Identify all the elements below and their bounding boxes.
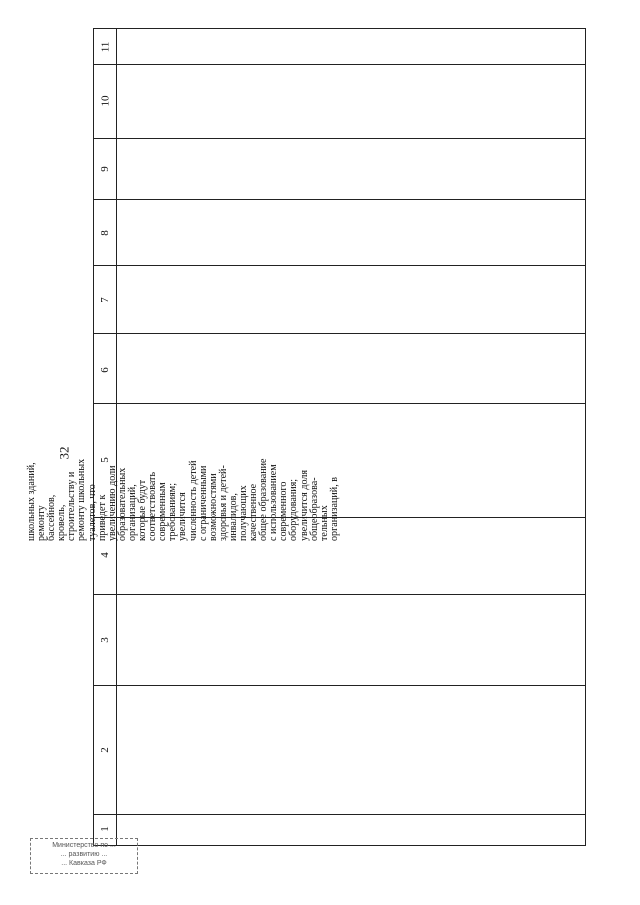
column-5-text-line: строительству и <box>66 471 78 541</box>
column-header-2: 2 <box>99 747 111 753</box>
column-5-text-line: получающих <box>237 485 249 541</box>
column-header-6: 6 <box>99 367 111 373</box>
column-header-11: 11 <box>99 41 111 53</box>
column-5-text-line: современного <box>278 481 290 541</box>
column-divider <box>94 265 585 266</box>
column-5-text-line: бассейнов, <box>46 494 58 541</box>
column-5-text <box>27 406 340 541</box>
column-divider <box>94 403 585 404</box>
column-5-text-line: с использованием <box>268 464 280 541</box>
column-header-1: 1 <box>99 826 111 832</box>
column-divider <box>94 814 585 815</box>
column-5-text-line: туалетов, что <box>86 484 98 541</box>
stamp-line: ... Кавказа РФ <box>61 860 107 867</box>
column-divider <box>94 594 585 595</box>
column-header-3: 3 <box>99 637 111 643</box>
column-5-text-line: увеличится доля <box>298 469 310 541</box>
column-5-text-line: возможностями <box>207 473 219 541</box>
column-5-text-line: здоровья и детей- <box>217 465 229 541</box>
stamp <box>30 838 138 874</box>
column-5-text-line: общеобразова- <box>308 477 320 541</box>
column-5-text-line: приведет к <box>96 494 108 541</box>
column-header-9: 9 <box>99 166 111 172</box>
column-5-text-line: тельных <box>318 505 330 541</box>
column-5-text-line: кровель, <box>56 504 68 541</box>
column-5-text-line: увеличится <box>177 492 189 541</box>
column-5-text-line: увеличению доли <box>106 465 118 541</box>
column-header-4: 4 <box>99 552 111 558</box>
column-divider <box>94 685 585 686</box>
stamp-line: Министерство по ... <box>52 842 116 849</box>
column-5-text-line: качественное <box>248 483 260 541</box>
column-5-text-line: которые будут <box>137 479 149 541</box>
column-header-5: 5 <box>99 457 111 463</box>
column-5-text-line: оборудования; <box>288 478 300 541</box>
column-divider <box>94 199 585 200</box>
column-5-text-line: с ограниченными <box>197 465 209 541</box>
column-5-text-line: современным <box>157 482 169 541</box>
column-5-text-line: соответствовать <box>147 471 159 541</box>
column-divider <box>94 64 585 65</box>
column-divider <box>94 138 585 139</box>
column-5-text-line: инвалидов, <box>227 493 239 541</box>
stamp-line: ... развитию ... <box>60 851 108 858</box>
column-5-text-line: организаций, <box>126 484 138 541</box>
column-5-text-line: требованиям; <box>167 483 179 541</box>
column-header-10: 10 <box>99 95 111 107</box>
column-header-7: 7 <box>99 297 111 303</box>
column-5-text-line: школьных зданий, <box>26 462 37 541</box>
column-header-8: 8 <box>99 230 111 236</box>
column-5-cell <box>26 406 340 541</box>
column-5-text-line: общее образование <box>258 458 270 541</box>
column-5-text-line: ремонту <box>36 505 48 541</box>
column-divider <box>94 333 585 334</box>
page-number: 32 <box>56 446 71 460</box>
column-5-text-line: численность детей <box>187 460 199 541</box>
column-5-text-line: ремонту школьных <box>76 458 88 541</box>
column-5-text-line: организаций, в <box>328 476 340 541</box>
column-5-text-line: образовательных <box>116 467 128 541</box>
